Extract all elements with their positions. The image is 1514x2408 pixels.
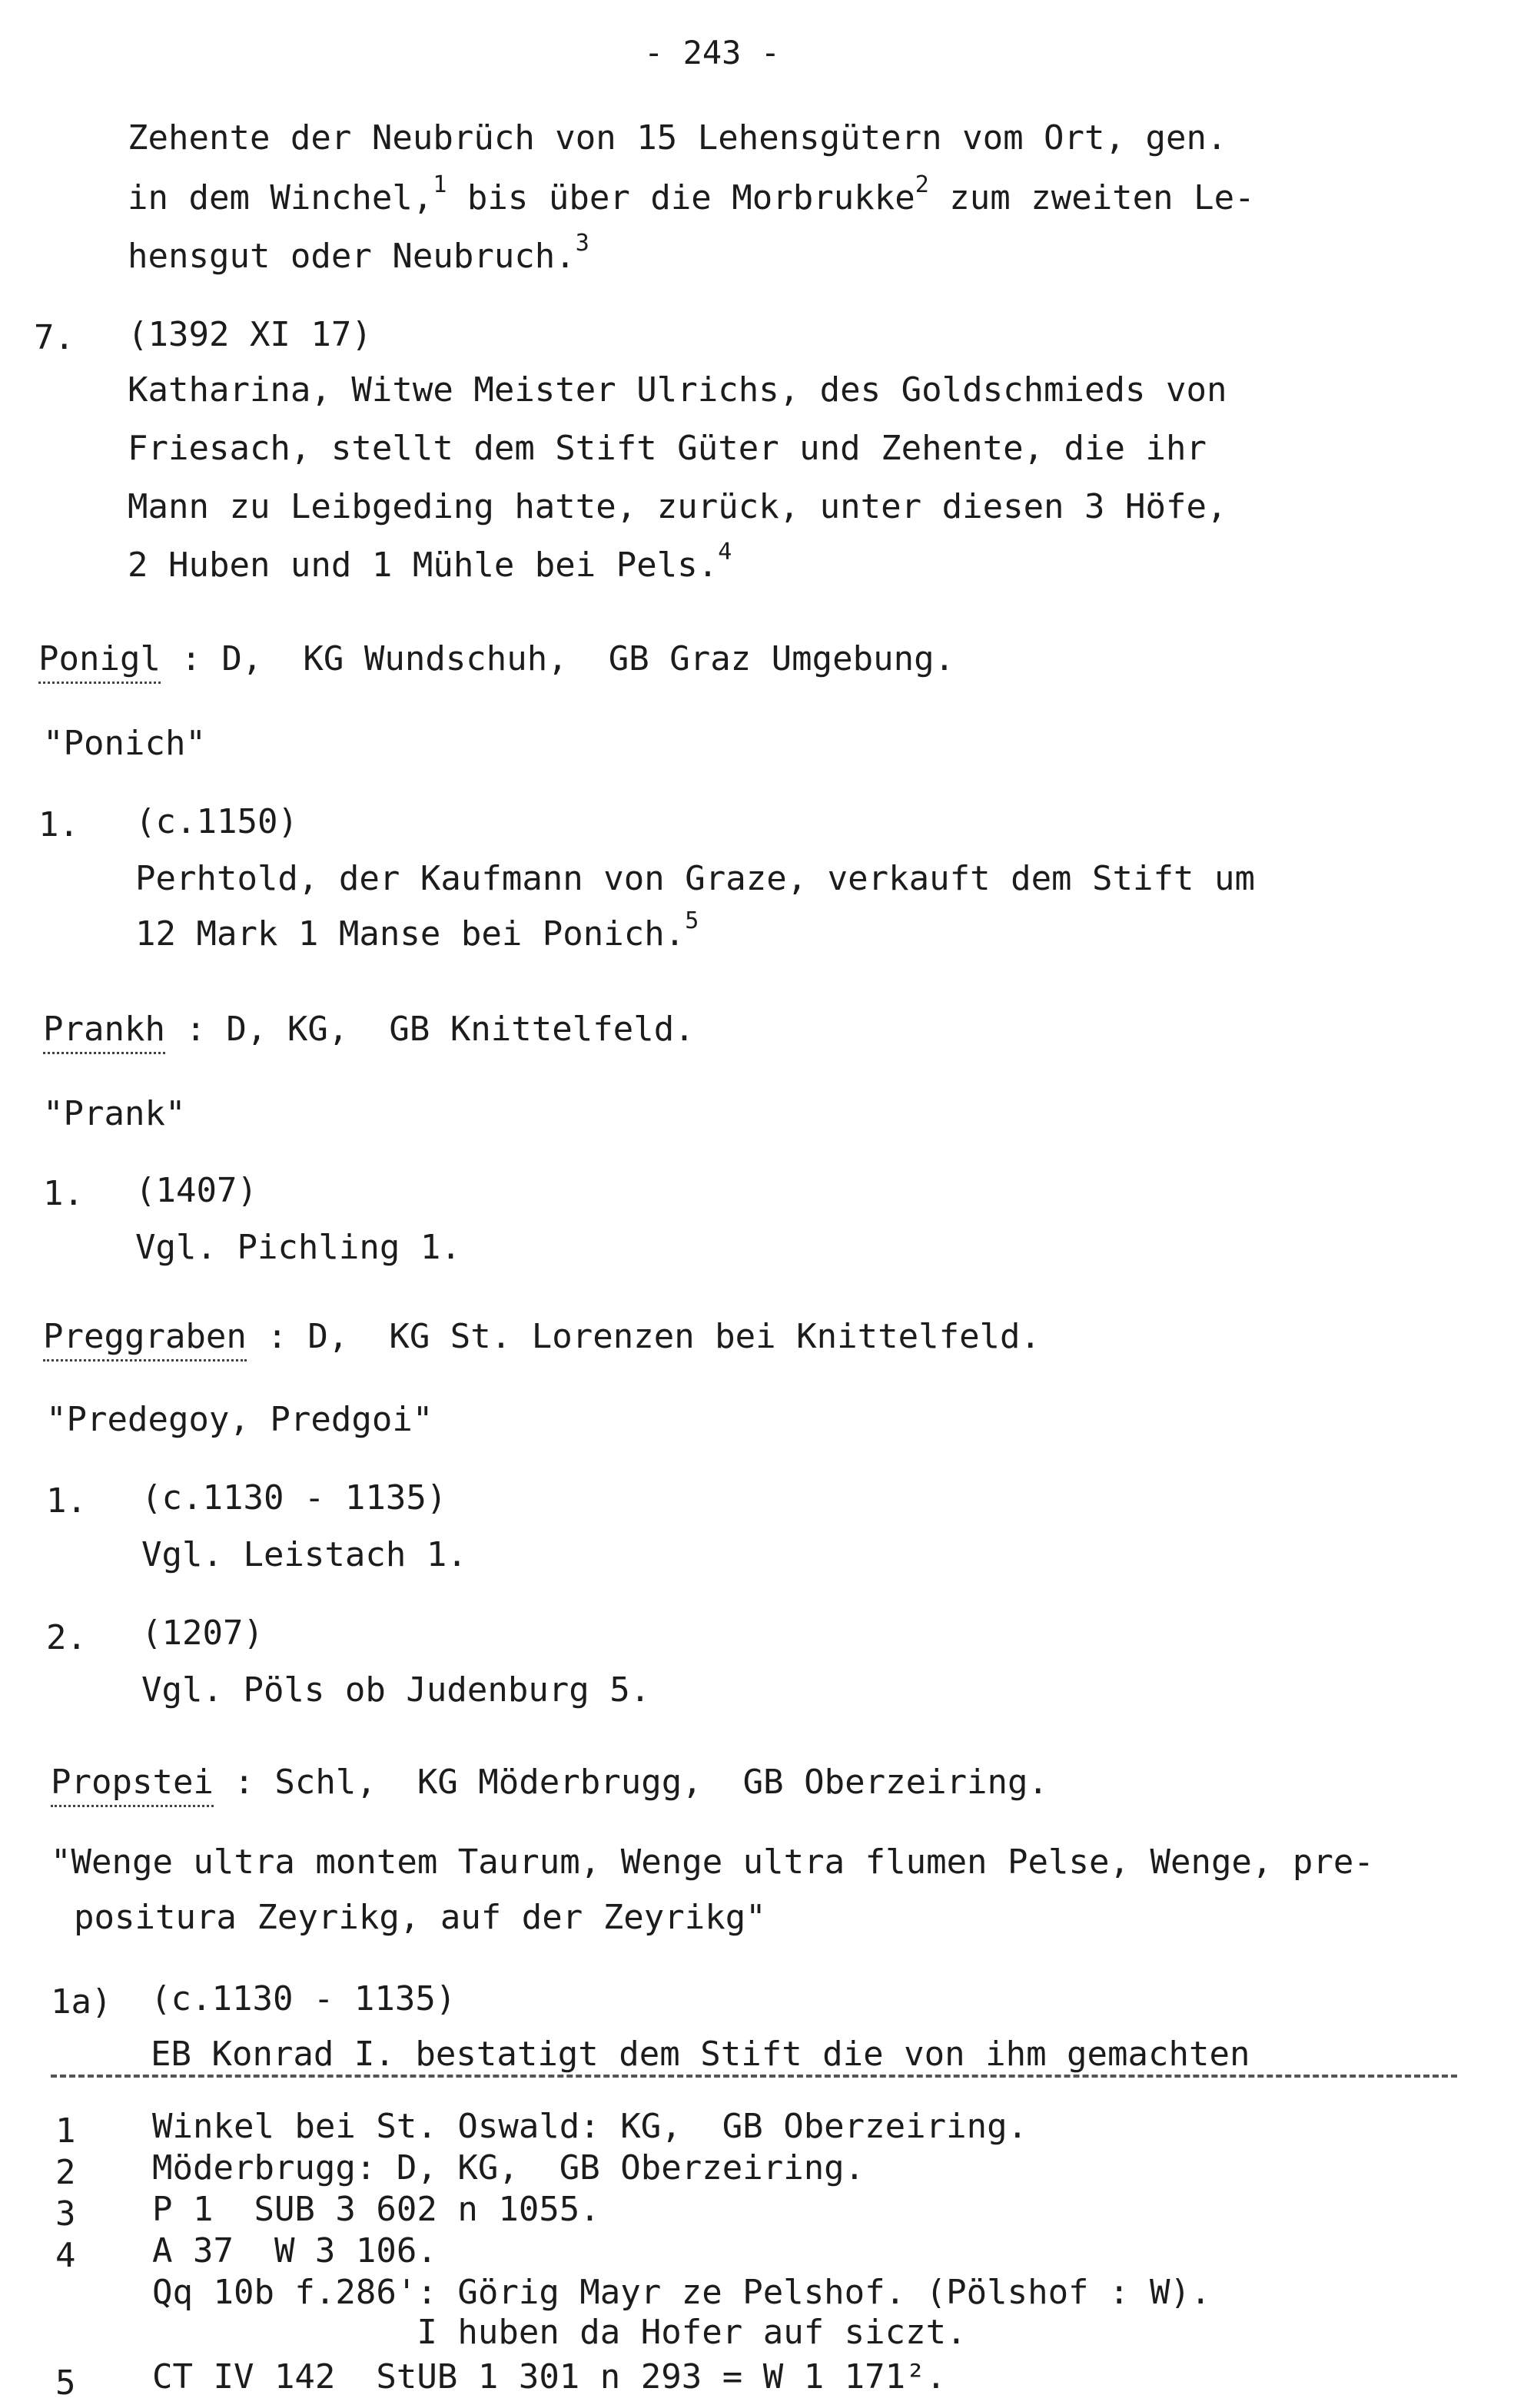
alias-prankh: "Prank" xyxy=(43,1094,186,1133)
preggraben-entry-1-number: 1. xyxy=(46,1481,87,1521)
place-name-propstei: Propstei xyxy=(51,1763,214,1807)
heading-ponigl: Ponigl : D, KG Wundschuh, GB Graz Umgebung. xyxy=(38,642,955,676)
intro-line-3: hensgut oder Neubruch.$^3$ xyxy=(128,230,589,276)
footnote-ref-4: 4 xyxy=(718,539,732,566)
footnote-ref-1: 1 xyxy=(433,171,447,198)
propstei-entry-1a-number: 1a) xyxy=(51,1982,112,2022)
place-name-ponigl: Ponigl xyxy=(38,639,161,684)
entry-7-date: (1392 XI 17) xyxy=(128,315,372,354)
ponigl-entry-1-number: 1. xyxy=(38,805,79,844)
heading-prankh: Prankh : D, KG, GB Knittelfeld. xyxy=(43,1013,695,1046)
entry-7-line-4: 2 Huben und 1 Mühle bei Pels.$^4$ xyxy=(128,539,732,585)
propstei-entry-1a-date: (c.1130 - 1135) xyxy=(151,1979,457,2018)
alias-ponigl: "Ponich" xyxy=(43,724,206,763)
place-name-preggraben: Preggraben xyxy=(43,1317,247,1362)
intro-line-1: Zehente der Neubrüch von 15 Lehensgütern vom Ort, gen. xyxy=(128,118,1227,158)
footnote-3-text: P 1 SUB 3 602 n 1055. xyxy=(152,2190,600,2229)
page-number: - 243 - xyxy=(644,34,781,71)
footnote-1-text: Winkel bei St. Oswald: KG, GB Oberzeiring. xyxy=(152,2107,1028,2146)
footnote-5-number: 5 xyxy=(55,2363,76,2403)
preggraben-entry-1-line-1: Vgl. Leistach 1. xyxy=(141,1535,467,1574)
footnote-2-number: 2 xyxy=(55,2153,76,2192)
prankh-entry-1-number: 1. xyxy=(43,1174,84,1213)
entry-7-line-2: Friesach, stellt dem Stift Güter und Zehente, die ihr xyxy=(128,429,1207,468)
place-name-prankh: Prankh xyxy=(43,1010,165,1054)
alias-preggraben: "Predegoy, Predgoi" xyxy=(46,1400,433,1439)
entry-7-line-1: Katharina, Witwe Meister Ulrichs, des Goldschmieds von xyxy=(128,370,1227,410)
footnote-1-number: 1 xyxy=(55,2111,76,2151)
entry-7-line-3: Mann zu Leibgeding hatte, zurück, unter diesen 3 Höfe, xyxy=(128,487,1227,526)
intro-line-2: in dem Winchel,$^1$ bis über die Morbrukke$^2$ zum zweiten Le- xyxy=(128,171,1255,217)
footnote-ref-3: 3 xyxy=(575,230,589,257)
alias-propstei-line-1: "Wenge ultra montem Taurum, Wenge ultra flumen Pelse, Wenge, pre- xyxy=(51,1842,1374,1882)
prankh-entry-1-date: (1407) xyxy=(135,1171,257,1210)
alias-propstei-line-2: positura Zeyrikg, auf der Zeyrikg" xyxy=(74,1898,766,1937)
footnote-5-text: CT IV 142 StUB 1 301 n 293 = W 1 171². xyxy=(152,2357,947,2396)
preggraben-entry-2-number: 2. xyxy=(46,1618,87,1657)
footnote-ref-5: 5 xyxy=(685,907,699,934)
heading-propstei: Propstei : Schl, KG Möderbrugg, GB Oberzeiring. xyxy=(51,1766,1048,1799)
footnote-4-text-line-2: Qq 10b f.286': Görig Mayr ze Pelshof. (Pölshof : W). xyxy=(152,2273,1211,2312)
footnote-ref-2: 2 xyxy=(915,171,929,198)
ponigl-entry-1-line-2: 12 Mark 1 Manse bei Ponich.$^5$ xyxy=(135,907,699,954)
footnote-4-text: A 37 W 3 106. xyxy=(152,2231,437,2270)
footnote-4-number: 4 xyxy=(55,2236,76,2275)
ponigl-entry-1-date: (c.1150) xyxy=(135,802,298,841)
footnote-3-number: 3 xyxy=(55,2194,76,2234)
entry-7-number: 7. xyxy=(34,318,75,357)
footnote-2-text: Möderbrugg: D, KG, GB Oberzeiring. xyxy=(152,2148,865,2187)
heading-preggraben: Preggraben : D, KG St. Lorenzen bei Knittelfeld. xyxy=(43,1320,1041,1354)
preggraben-entry-2-line-1: Vgl. Pöls ob Judenburg 5. xyxy=(141,1670,651,1710)
preggraben-entry-1-date: (c.1130 - 1135) xyxy=(141,1478,447,1517)
footnote-4-text-line-3: I huben da Hofer auf siczt. xyxy=(152,2313,967,2352)
footnote-separator xyxy=(51,2075,1457,2078)
ponigl-entry-1-line-1: Perhtold, der Kaufmann von Graze, verkauft dem Stift um xyxy=(135,859,1255,898)
prankh-entry-1-line-1: Vgl. Pichling 1. xyxy=(135,1228,461,1267)
propstei-entry-1a-line-1: EB Konrad I. bestatigt dem Stift die von ihm gemachten xyxy=(151,2035,1250,2074)
preggraben-entry-2-date: (1207) xyxy=(141,1614,264,1653)
